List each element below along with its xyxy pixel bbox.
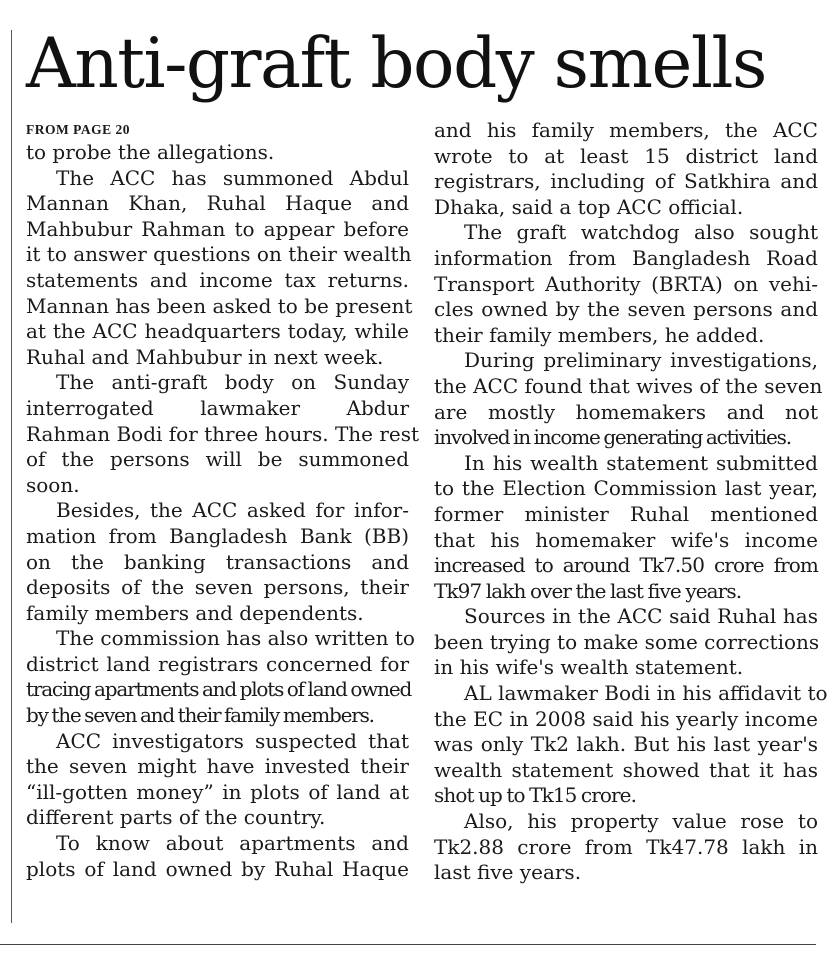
left-column-text xyxy=(26,140,420,882)
text-line: by the seven and their family members. xyxy=(26,703,374,728)
text-line: wealth statement showed that it has xyxy=(434,757,818,782)
continuation-kicker: FROM PAGE 20 xyxy=(26,122,130,137)
right-column-text xyxy=(434,118,828,886)
text-line: “ill-gotten money” in plots of land at xyxy=(26,779,409,804)
text-line: mation from Bangladesh Bank (BB) xyxy=(26,523,409,548)
column-rule-left xyxy=(11,30,12,923)
text-line: are mostly homemakers and not xyxy=(434,399,818,424)
text-line: family members and dependents. xyxy=(26,600,364,625)
text-line: cles owned by the seven persons and xyxy=(434,297,818,322)
text-line: the seven might have invested their xyxy=(26,754,409,779)
text-line: and his family members, the ACC xyxy=(434,118,818,142)
text-line: the ACC found that wives of the seven xyxy=(434,373,823,398)
text-line: deposits of the seven persons, their xyxy=(26,575,409,600)
text-line: In his wealth statement submitted xyxy=(464,450,818,475)
text-line: Transport Authority (BRTA) on vehi- xyxy=(434,271,818,296)
text-line: Sources in the ACC said Ruhal has xyxy=(464,604,818,629)
text-line: been trying to make some corrections xyxy=(434,629,820,654)
text-line: registrars, including of Satkhira and xyxy=(434,169,818,194)
text-line: Ruhal and Mahbubur in next week. xyxy=(26,344,384,369)
text-line: soon. xyxy=(26,472,80,497)
text-line: Mannan has been asked to be present xyxy=(26,293,413,318)
text-line: The commission has also written to xyxy=(56,626,415,651)
text-line: last five years. xyxy=(434,860,582,885)
text-line: Also, his property value rose to xyxy=(464,809,818,834)
text-line: to probe the allegations. xyxy=(26,140,275,164)
text-line: Besides, the ACC asked for infor- xyxy=(56,498,409,523)
text-line: of the persons will be summoned xyxy=(26,447,409,472)
text-line: district land registrars concerned for xyxy=(26,651,409,676)
text-line: former minister Ruhal mentioned xyxy=(434,501,818,526)
text-line: involved in income generating activities. xyxy=(434,425,791,450)
text-line: AL lawmaker Bodi in his affidavit to xyxy=(464,681,828,706)
text-line: different parts of the country. xyxy=(26,805,326,830)
text-line: During preliminary investigations, xyxy=(464,348,818,373)
text-line: to the Election Commission last year, xyxy=(434,476,818,501)
text-line: increased to around Tk7.50 crore from xyxy=(434,553,818,578)
text-line: the EC in 2008 said his yearly income xyxy=(434,706,818,731)
text-line: Mahbubur Rahman to appear before xyxy=(26,216,409,241)
text-line: was only Tk2 lakh. But his last year's xyxy=(434,732,818,757)
text-line: wrote to at least 15 district land xyxy=(434,143,818,168)
text-line: it to answer questions on their wealth xyxy=(26,242,412,267)
text-line: The anti-graft body on Sunday xyxy=(56,370,409,395)
text-line: Rahman Bodi for three hours. The rest xyxy=(26,421,420,446)
article-column-left xyxy=(26,118,420,882)
headline: Anti-graft body smells xyxy=(26,24,766,104)
text-line: statements and income tax returns. xyxy=(26,267,409,292)
text-line: plots of land owned by Ruhal Haque xyxy=(26,856,409,881)
text-line: ACC investigators suspected that xyxy=(56,728,409,753)
text-line: that his homemaker wife's income xyxy=(434,527,818,552)
text-line: The ACC has summoned Abdul xyxy=(56,165,409,190)
bottom-rule xyxy=(0,944,816,945)
text-line: tracing apartments and plots of land owned xyxy=(26,677,412,702)
text-line: The graft watchdog also sought xyxy=(464,220,818,245)
text-line: information from Bangladesh Road xyxy=(434,245,818,270)
text-line: interrogated lawmaker Abdur xyxy=(26,395,409,420)
text-line: shot up to Tk15 crore. xyxy=(434,783,637,808)
text-line: on the banking transactions and xyxy=(26,549,409,574)
text-line: at the ACC headquarters today, while xyxy=(26,319,409,344)
text-line: Mannan Khan, Ruhal Haque and xyxy=(26,191,409,216)
text-line: Dhaka, said a top ACC official. xyxy=(434,194,744,219)
text-line: Tk97 lakh over the last five years. xyxy=(434,578,742,603)
article-column-right xyxy=(434,118,828,886)
text-line: their family members, he added. xyxy=(434,322,765,347)
text-line: Tk2.88 crore from Tk47.78 lakh in xyxy=(434,834,818,859)
text-line: To know about apartments and xyxy=(56,831,409,856)
text-line: in his wife's wealth statement. xyxy=(434,655,744,680)
